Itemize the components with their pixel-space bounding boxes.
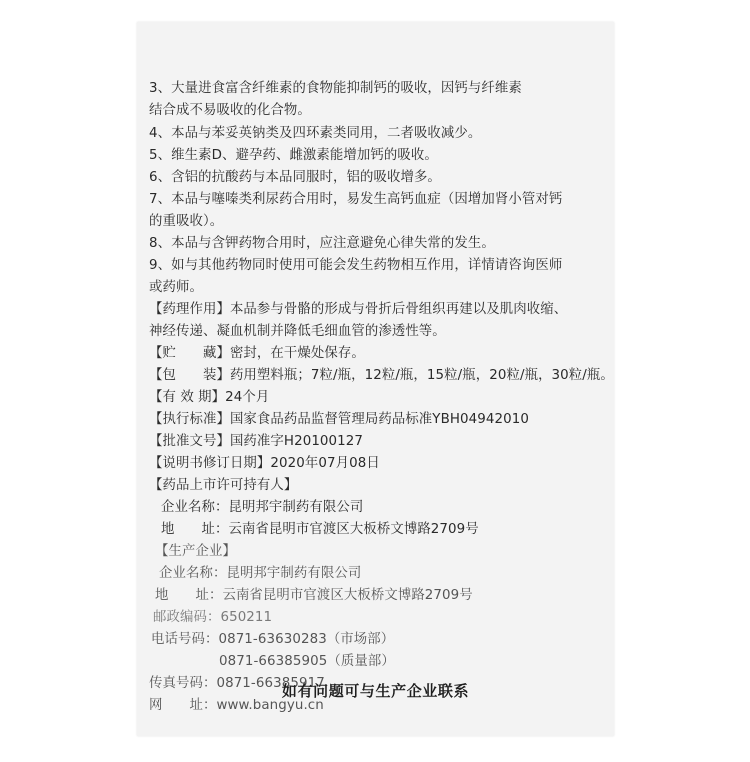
approval-number: 【批准文号】国药准字H20100127 (149, 434, 364, 449)
contact-notice: 如有问题可与生产企业联系 (281, 682, 470, 700)
holder-address: 地 址：云南省昆明市官渡区大板桥文博路2709号 (161, 522, 479, 537)
interaction-item-9: 9、如与其他药物同时使用可能会发生药物相互作用，详情请咨询医师 (149, 258, 563, 273)
instruction-leaflet (137, 22, 614, 736)
holder-company-name: 企业名称：昆明邦宇制药有限公司 (161, 500, 364, 515)
pharmacology-section: 【药理作用】本品参与骨骼的形成与骨折后骨组织再建以及肌肉收缩、 (149, 302, 568, 317)
manufacturer-address: 地 址：云南省昆明市官渡区大板桥文博路2709号 (155, 588, 473, 603)
license-holder-heading: 【药品上市许可持有人】 (149, 478, 298, 493)
manufacturer-company-name: 企业名称：昆明邦宇制药有限公司 (159, 566, 362, 581)
interaction-item-8: 8、本品与含钾药物合用时，应注意避免心律失常的发生。 (149, 236, 495, 251)
interaction-item-9-cont: 或药师。 (149, 280, 203, 295)
package-section: 【包 装】药用塑料瓶；7粒/瓶，12粒/瓶，15粒/瓶，20粒/瓶，30粒/瓶。 (149, 368, 614, 383)
interaction-item-3: 3、大量进食富含纤维素的食物能抑制钙的吸收，因钙与纤维素 (149, 81, 522, 96)
standard-section: 【执行标准】国家食品药品监督管理局药品标准YBH04942010 (149, 412, 529, 427)
phone-market: 电话号码：0871-63630283（市场部） (151, 632, 395, 647)
postal-code: 邮政编码：650211 (153, 610, 273, 625)
interaction-item-6: 6、含铝的抗酸药与本品同服时，铝的吸收增多。 (149, 170, 441, 185)
storage-section: 【贮 藏】密封，在干燥处保存。 (149, 346, 365, 361)
interaction-item-3-cont: 结合成不易吸收的化合物。 (149, 103, 311, 118)
website: 网 址：www.bangyu.cn (149, 698, 324, 713)
phone-quality: 0871-66385905（质量部） (219, 654, 395, 669)
pharmacology-section-cont: 神经传递、凝血机制并降低毛细血管的渗透性等。 (149, 324, 446, 339)
interaction-item-4: 4、本品与苯妥英钠类及四环素类同用，二者吸收减少。 (149, 126, 482, 141)
revision-date: 【说明书修订日期】2020年07月08日 (149, 456, 380, 471)
interaction-item-5: 5、维生素D、避孕药、雌激素能增加钙的吸收。 (149, 148, 438, 163)
interaction-item-7-cont: 的重吸收）。 (149, 214, 224, 229)
interaction-item-7: 7、本品与噻嗪类利尿药合用时，易发生高钙血症（因增加肾小管对钙 (149, 192, 563, 207)
manufacturer-heading: 【生产企业】 (155, 544, 236, 559)
fax-number: 传真号码：0871-66385917 (149, 676, 325, 691)
validity-section: 【有 效 期】24个月 (149, 390, 270, 405)
